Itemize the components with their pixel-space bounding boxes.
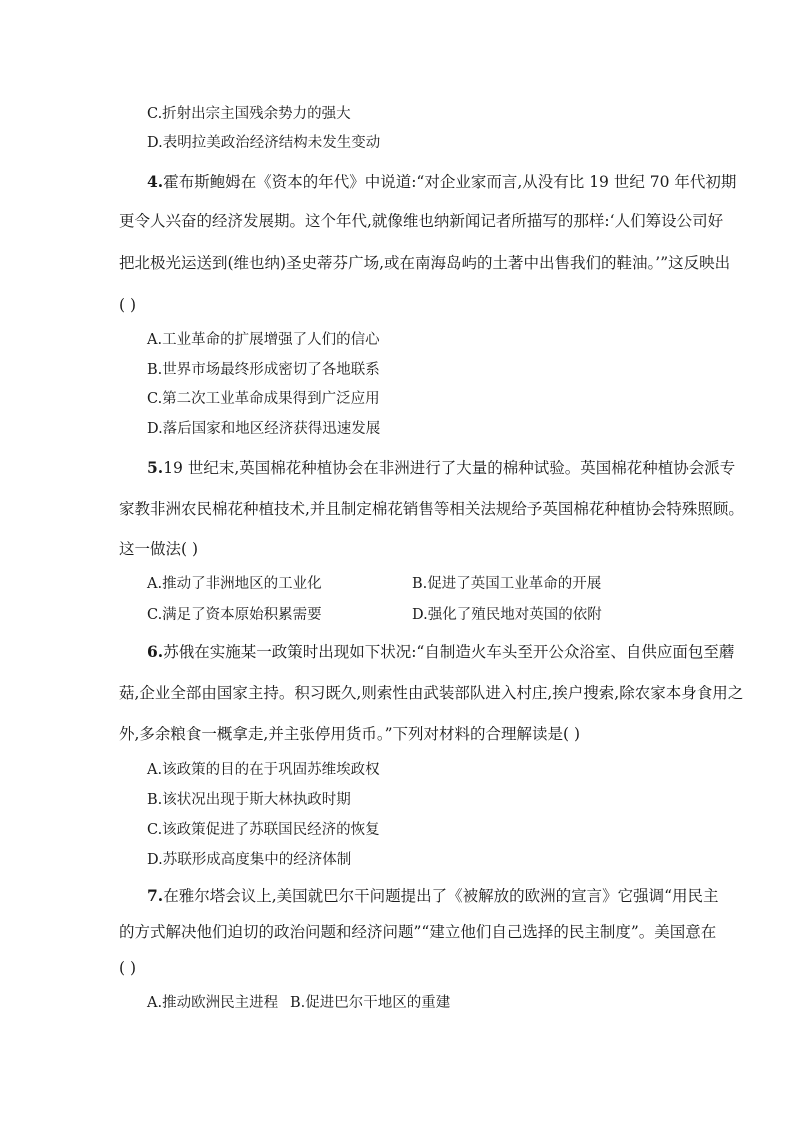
q5-stem-line-3: 这一做法( ) bbox=[119, 540, 199, 558]
q4-option-b: B.世界市场最终形成密切了各地联系 bbox=[147, 362, 380, 378]
q4-answer-blank: ( ) bbox=[119, 296, 137, 314]
q6-stem-line-1: 6.苏俄在实施某一政策时出现如下状况:“自制造火车头至开公众浴室、自供应面包至蘑 bbox=[147, 642, 735, 661]
q6-option-b: B.该状况出现于斯大林执政时期 bbox=[147, 792, 351, 808]
q5-number: 5. bbox=[147, 458, 164, 477]
q6-number: 6. bbox=[147, 642, 164, 661]
q5-option-b: B.促进了英国工业革命的开展 bbox=[412, 576, 602, 592]
q6-stem-line-3: 外,多余粮食一概拿走,并主张停用货币。”下列对材料的合理解读是( ) bbox=[119, 725, 581, 743]
q4-stem-line-3: 把北极光运送到(维也纳)圣史蒂芬广场,或在南海岛屿的土著中出售我们的鞋油。’”这反映出 bbox=[119, 254, 731, 272]
q4-option-c: C.第二次工业革命成果得到广泛应用 bbox=[147, 391, 380, 407]
q3-option-d: D.表明拉美政治经济结构未发生变动 bbox=[147, 135, 381, 151]
q7-option-b: B.促进巴尔干地区的重建 bbox=[290, 995, 451, 1011]
q7-option-a: A.推动欧洲民主进程 bbox=[147, 995, 279, 1011]
q5-stem-line-1: 5.19 世纪末,英国棉花种植协会在非洲进行了大量的棉种试验。英国棉花种植协会派专 bbox=[147, 458, 736, 477]
q6-option-a: A.该政策的目的在于巩固苏维埃政权 bbox=[147, 762, 380, 778]
q4-option-a: A.工业革命的扩展增强了人们的信心 bbox=[147, 332, 380, 348]
q4-stem-line-2: 更令人兴奋的经济发展期。这个年代,就像维也纳新闻记者所描写的那样:‘人们筹设公司好 bbox=[119, 212, 724, 230]
q7-stem-line-1: 7.在雅尔塔会议上,美国就巴尔干问题提出了《被解放的欧洲的宣言》它强调“用民主 bbox=[147, 886, 719, 905]
q5-option-c: C.满足了资本原始积累需要 bbox=[147, 607, 322, 623]
q4-option-d: D.落后国家和地区经济获得迅速发展 bbox=[147, 421, 381, 437]
q7-answer-blank: ( ) bbox=[119, 959, 137, 977]
q6-stem-line-2: 菇,企业全部由国家主持。积习既久,则索性由武装部队进入村庄,挨户搜索,除农家本身食用之 bbox=[119, 684, 744, 702]
q4-stem-line-1: 4.霍布斯鲍姆在《资本的年代》中说道:“对企业家而言,从没有比 19 世纪 70 年代初期 bbox=[147, 172, 737, 191]
q6-option-d: D.苏联形成高度集中的经济体制 bbox=[147, 852, 352, 868]
q6-option-c: C.该政策促进了苏联国民经济的恢复 bbox=[147, 822, 380, 838]
q4-number: 4. bbox=[147, 172, 164, 191]
q5-option-d: D.强化了殖民地对英国的依附 bbox=[412, 607, 602, 623]
q5-option-a: A.推动了非洲地区的工业化 bbox=[147, 576, 322, 592]
q7-stem-line-2: 的方式解决他们迫切的政治问题和经济问题”“建立他们自己选择的民主制度”。美国意在 bbox=[119, 923, 717, 941]
q7-number: 7. bbox=[147, 886, 164, 905]
q3-option-c: C.折射出宗主国残余势力的强大 bbox=[147, 106, 351, 122]
q5-stem-line-2: 家教非洲农民棉花种植技术,并且制定棉花销售等相关法规给予英国棉花种植协会特殊照顾。 bbox=[119, 500, 744, 518]
